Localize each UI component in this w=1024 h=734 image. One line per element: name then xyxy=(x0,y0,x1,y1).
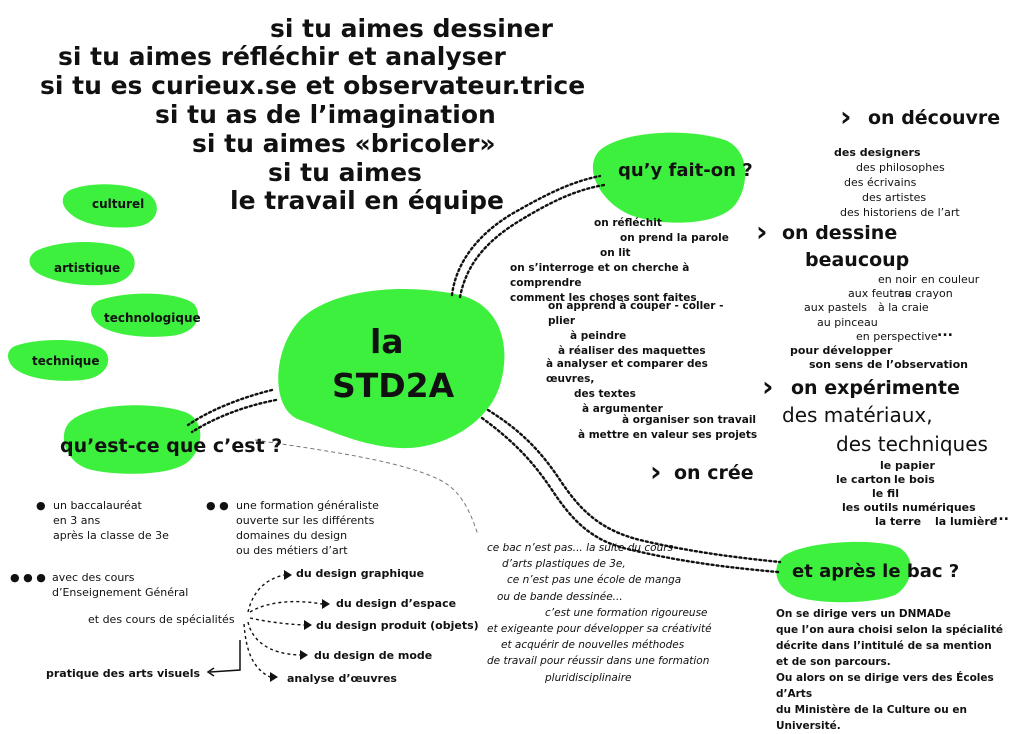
do-item: on apprend à couper - coller - plier xyxy=(548,300,724,327)
draw-item: aux pastels xyxy=(804,301,868,314)
bullet2-line: ouverte sur les différents xyxy=(236,514,375,527)
experiment-item: le bois xyxy=(894,473,935,486)
do-group-2 xyxy=(548,299,748,359)
draw-purpose: son sens de l’observation xyxy=(809,358,968,371)
chevron-right-icon: › xyxy=(756,215,768,248)
aspect-artistique: artistique xyxy=(54,261,121,275)
bullet3-marker: ● ● ● xyxy=(10,571,46,584)
do-item: à analyser et comparer des œuvres, xyxy=(546,358,708,385)
intro-line-3: si tu es curieux.se et observateur.trice xyxy=(40,71,586,100)
branch-design-graphique: du design graphique xyxy=(296,567,425,580)
after-title: et après le bac ? xyxy=(792,561,960,582)
do-item: à mettre en valeur ses projets xyxy=(578,429,758,441)
draw-ellipsis: ... xyxy=(937,324,953,340)
do-group-3 xyxy=(546,357,746,417)
do-item: on lit xyxy=(600,247,631,259)
intro-line-6: si tu aimes xyxy=(268,158,422,187)
after-line: que l’on aura choisi selon la spécialité xyxy=(776,624,1003,636)
note-block xyxy=(487,540,717,686)
do-item: on s’interroge et on cherche à comprendre xyxy=(510,262,690,289)
chevron-right-icon: › xyxy=(840,100,852,133)
experiment-item: la lumière xyxy=(935,515,998,528)
draw-item: en perspective xyxy=(856,330,938,343)
intro-line-5: si tu aimes «bricoler» xyxy=(192,129,496,158)
do-group-1 xyxy=(510,216,750,306)
aspect-technique: technique xyxy=(32,354,100,368)
draw-item: en noir xyxy=(878,273,917,286)
draw-item: en couleur xyxy=(921,273,980,286)
discover-item: des philosophes xyxy=(856,161,945,174)
bullet2-text xyxy=(236,498,379,558)
discover-item: des historiens de l’art xyxy=(840,206,960,219)
discover-item: des écrivains xyxy=(844,176,917,189)
after-line: On se dirige vers un DNMADe xyxy=(776,608,951,620)
do-item: à organiser son travail xyxy=(622,414,757,426)
bullet1-text xyxy=(53,498,169,543)
branch-analyse: analyse d’œuvres xyxy=(287,672,397,685)
do-item: à réaliser des maquettes xyxy=(558,345,706,357)
do-title: qu’y fait-on ? xyxy=(618,160,753,181)
center-title-line1: la xyxy=(370,322,404,361)
branch-arts-visuels: pratique des arts visuels xyxy=(46,667,201,680)
do-item: on prend la parole xyxy=(620,232,729,244)
what-title: qu’est-ce que c’est ? xyxy=(60,435,283,457)
note-line: ce bac n’est pas... la suite du cours xyxy=(487,542,674,554)
do-item: à peindre xyxy=(570,330,627,342)
intro-line-1: si tu aimes dessiner xyxy=(270,14,553,43)
bullet2-line: une formation généraliste xyxy=(236,499,379,512)
draw-item: au crayon xyxy=(898,287,953,300)
experiment-line2: des matériaux, xyxy=(782,403,933,427)
create-title: on crée xyxy=(674,462,754,484)
note-line: c’est une formation rigoureuse xyxy=(545,606,708,619)
do-item: on réfléchit xyxy=(594,217,662,229)
note-line: et acquérir de nouvelles méthodes xyxy=(501,639,685,652)
note-line: ou de bande dessinée... xyxy=(497,590,623,603)
draw-purpose: pour développer xyxy=(790,344,893,357)
experiment-ellipsis: ... xyxy=(993,508,1009,524)
bullet2-line: domaines du design xyxy=(236,529,348,542)
draw-item: à la craie xyxy=(878,301,929,314)
experiment-line3: des techniques xyxy=(836,432,988,456)
experiment-item: la terre xyxy=(875,515,922,528)
bullet2-marker: ● ● xyxy=(206,499,229,512)
note-line: de travail pour réussir dans une formation xyxy=(487,655,710,668)
bullet1-line: un baccalauréat xyxy=(53,499,142,512)
discover-item: des designers xyxy=(834,146,921,159)
draw-item: au pinceau xyxy=(817,316,878,329)
discover-item: des artistes xyxy=(862,191,927,204)
bullet2-line: ou des métiers d’art xyxy=(236,544,348,557)
experiment-item: le carton xyxy=(836,473,892,486)
aspect-culturel: culturel xyxy=(92,197,145,211)
after-line: Ou alors on se dirige vers des Écoles d’Arts xyxy=(776,672,994,700)
chevron-right-icon: › xyxy=(650,455,662,488)
intro-line-7: le travail en équipe xyxy=(230,186,504,215)
draw-item: aux feutres xyxy=(848,287,911,300)
after-line: du Ministère de la Culture ou en Université. xyxy=(776,704,967,732)
experiment-item: le papier xyxy=(880,459,935,472)
center-title-line2: STD2A xyxy=(332,366,455,405)
bullet3-line: d’Enseignement Général xyxy=(52,586,189,599)
branch-design-mode: du design de mode xyxy=(314,649,433,662)
intro-line-4: si tu as de l’imagination xyxy=(155,100,496,129)
bullet3-line: avec des cours xyxy=(52,571,135,584)
discover-title: on découvre xyxy=(868,107,1001,129)
chevron-right-icon: › xyxy=(762,370,774,403)
note-line: pluridisciplinaire xyxy=(545,671,632,684)
do-item: des textes xyxy=(574,388,636,400)
branch-design-produit: du design produit (objets) xyxy=(316,619,479,632)
experiment-item: les outils numériques xyxy=(842,501,976,514)
experiment-title: on expérimente xyxy=(791,377,960,399)
branch-design-espace: du design d’espace xyxy=(336,597,457,610)
do-group-4 xyxy=(578,413,758,443)
after-line: décrite dans l’intitulé de sa mention xyxy=(776,640,992,652)
after-line: et de son parcours. xyxy=(776,656,891,668)
bullet3-text xyxy=(52,570,188,600)
aspect-technologique: technologique xyxy=(104,311,201,325)
intro-line-2: si tu aimes réfléchir et analyser xyxy=(58,42,506,71)
bullet1-line: en 3 ans xyxy=(53,514,101,527)
note-line: d’arts plastiques de 3e, xyxy=(502,558,626,571)
after-text xyxy=(776,606,1021,734)
bullet1-marker: ● xyxy=(36,499,46,512)
discover-list xyxy=(834,145,984,220)
specialites-label: et des cours de spécialités xyxy=(88,613,235,626)
draw-title-1: on dessine xyxy=(782,222,898,244)
do-item: comment les choses sont faites xyxy=(510,292,697,304)
do-item: à argumenter xyxy=(582,403,663,415)
bullet1-line: après la classe de 3e xyxy=(53,529,169,542)
note-line: ce n’est pas une école de manga xyxy=(507,574,682,587)
experiment-item: le fil xyxy=(872,487,899,500)
draw-title-2: beaucoup xyxy=(805,249,910,271)
note-line: et exigeante pour développer sa créativité xyxy=(487,623,712,636)
